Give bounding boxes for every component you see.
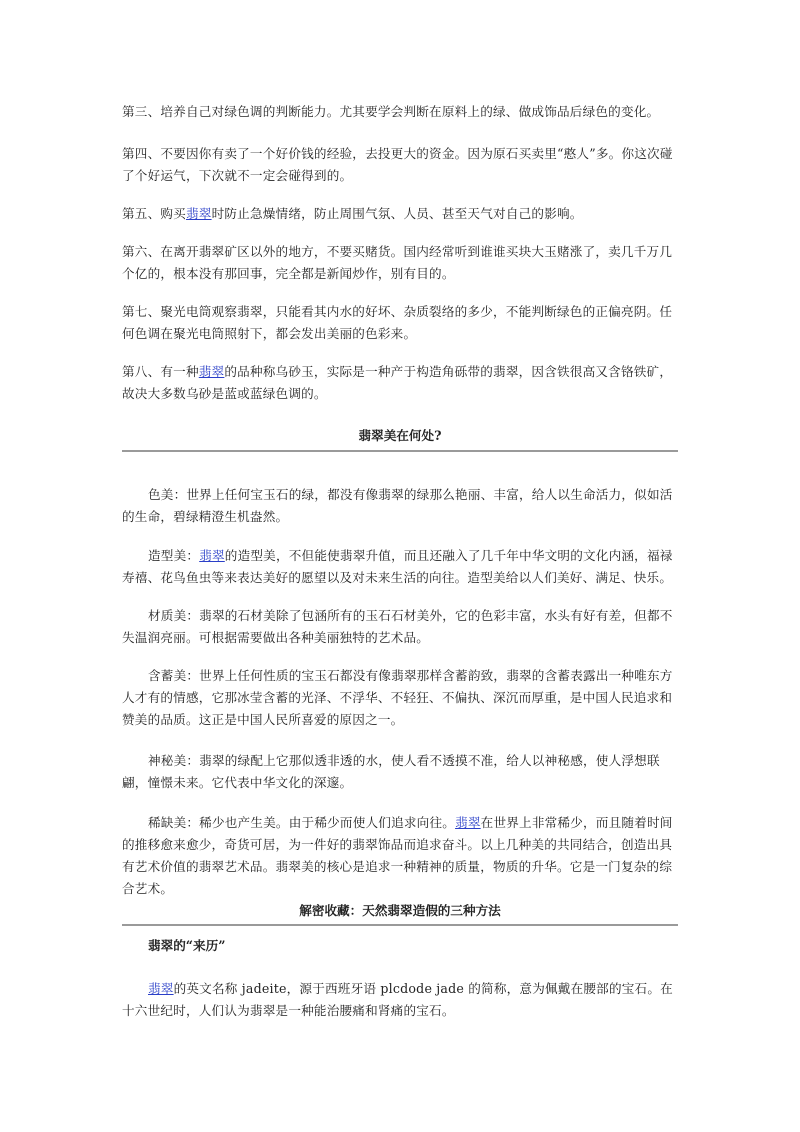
para-origin: 翡翠的英文名称 jadeite，源于西班牙语 plcdode jade 的简称，意为佩戴在腰部的宝石。在十六世纪时，人们认为翡翠是一种能治腰痛和肾痛的宝石。 bbox=[122, 981, 673, 1018]
tip-7: 第七、聚光电筒观察翡翠，只能看其内水的好坏、杂质裂络的多少，不能判断绿色的正偏亮阴。任何色调在聚光电筒照射下，都会发出美丽的色彩来。 bbox=[122, 304, 673, 341]
para-shape-beauty: 造型美：翡翠的造型美，不但能使翡翠升值，而且还融入了几千年中华文明的文化内涵，福禄寿禧、花鸟鱼虫等来表达美好的愿望以及对未来生活的向往。造型美给以人们美好、满足、快乐。 bbox=[122, 548, 673, 585]
para-material-beauty: 材质美：翡翠的石材美除了包涵所有的玉石石材美外，它的色彩丰富，水头有好有差，但都不失温润亮丽。可根据需要做出各种美丽独特的艺术品。 bbox=[122, 608, 673, 645]
tip-6: 第六、在离开翡翠矿区以外的地方，不要买赌货。国内经常听到谁谁买块大玉赌涨了，卖几千万几个亿的，根本没有那回事，完全都是新闻炒作，别有目的。 bbox=[122, 244, 673, 281]
tip-5: 第五、购买翡翠时防止急燥情绪，防止周围气氛、人员、甚至天气对自己的影响。 bbox=[122, 206, 583, 221]
para-subtle-beauty: 含蓄美：世界上任何性质的宝玉石都没有像翡翠那样含蓄韵致，翡翠的含蓄表露出一种唯东方人才有的情感，它那冰莹含蓄的光泽、不浮华、不轻狂、不偏执、深沉而厚重，是中国人民追求和赞美的品质。这正是中国人民所喜爱的原因之一。 bbox=[122, 668, 673, 727]
jade-link[interactable]: 翡翠 bbox=[185, 206, 212, 221]
jade-link[interactable]: 翡翠 bbox=[455, 815, 481, 830]
jade-link[interactable]: 翡翠 bbox=[198, 364, 225, 379]
jade-link[interactable]: 翡翠 bbox=[199, 548, 225, 563]
divider bbox=[122, 450, 678, 452]
para-mystery-beauty: 神秘美：翡翠的绿配上它那似透非透的水，使人看不透摸不准，给人以神秘感，使人浮想联翩，憧憬未来。它代表中华文化的深邃。 bbox=[122, 753, 660, 790]
section-heading-fake: 解密收藏：天然翡翠造假的三种方法 bbox=[299, 903, 501, 918]
tip-8: 第八、有一种翡翠的品种称乌砂玉，实际是一种产于构造角砾带的翡翠，因含铁很高又含铬铁矿，故决大多数乌砂是蓝或蓝绿色调的。 bbox=[122, 364, 673, 401]
para-color-beauty: 色美：世界上任何宝玉石的绿，都没有像翡翠的绿那么艳丽、丰富，给人以生命活力，似如活的生命，碧绿精澄生机盎然。 bbox=[122, 487, 673, 524]
section-heading-beauty: 翡翠美在何处? bbox=[358, 428, 442, 443]
subheading-origin: 翡翠的“来历” bbox=[148, 938, 226, 953]
jade-link[interactable]: 翡翠 bbox=[148, 981, 174, 996]
divider bbox=[122, 924, 678, 926]
tip-4: 第四、不要因你有卖了一个好价钱的经验，去投更大的资金。因为原石买卖里“憨人”多。你这次碰了个好运气，下次就不一定会碰得到的。 bbox=[122, 146, 673, 183]
para-rarity-beauty: 稀缺美：稀少也产生美。由于稀少而使人们追求向往。翡翠在世界上非常稀少，而且随着时间的推移愈来愈少，奇货可居，为一件好的翡翠饰品而追求奋斗。以上几种美的共同结合，创造出具有艺术价值的翡翠艺术品。翡翠美的核心是追求一种精神的质量，物质的升华。它是一门复杂的综合艺术。 bbox=[122, 815, 673, 896]
tip-3: 第三、培养自己对绿色调的判断能力。尤其要学会判断在原料上的绿、做成饰品后绿色的变化。 bbox=[122, 104, 660, 119]
